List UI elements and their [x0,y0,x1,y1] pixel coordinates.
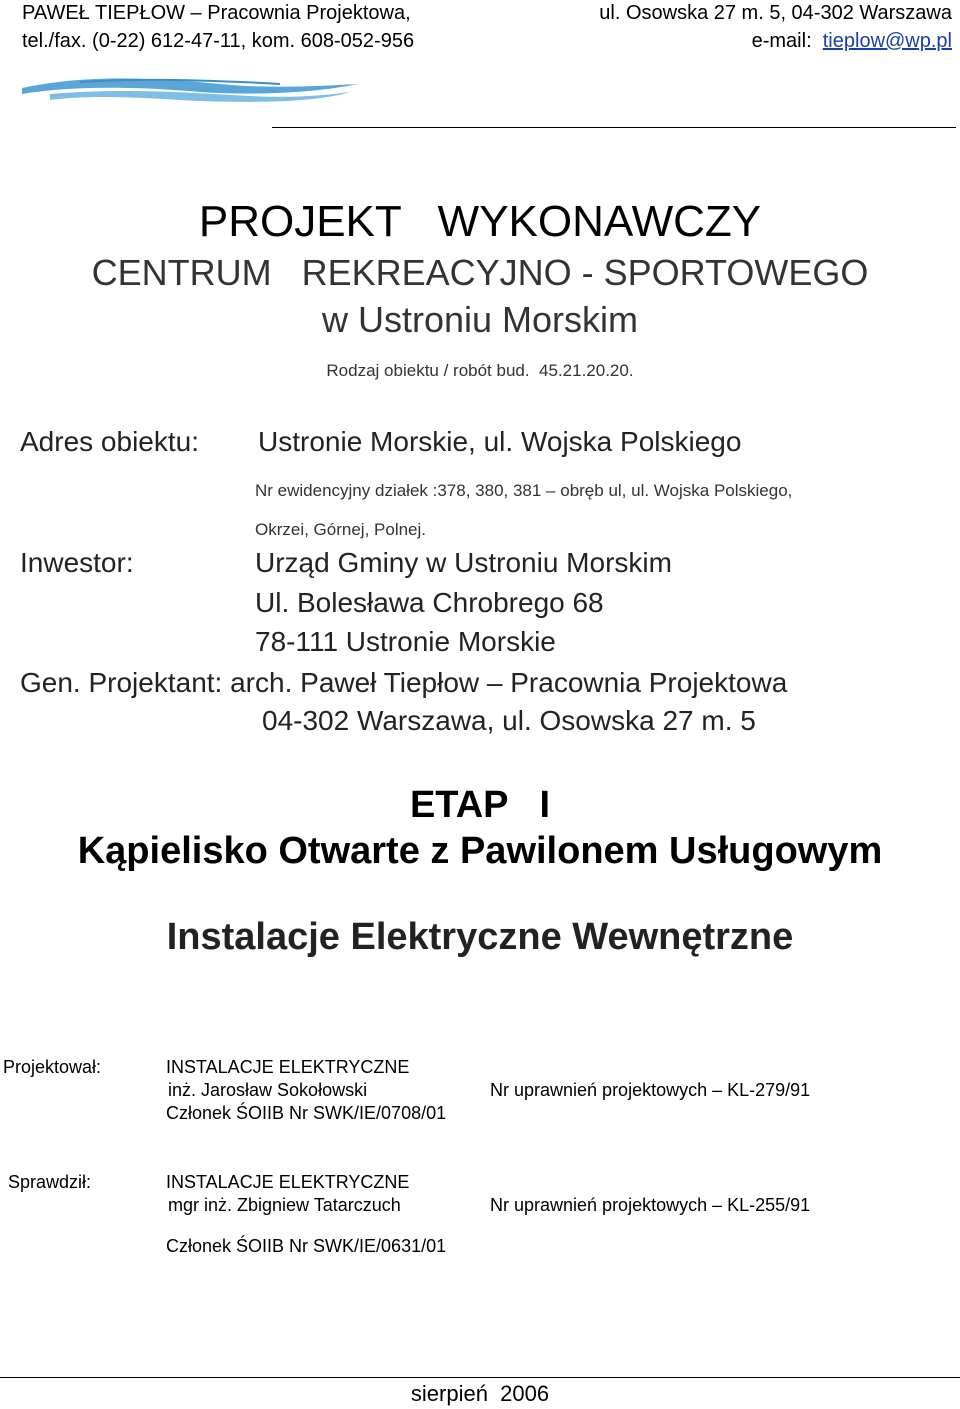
header-name-line: PAWEŁ TIEPŁOW – Pracownia Projektowa, [22,2,411,24]
checked-by-label: Sprawdził: [8,1172,92,1192]
title-line3: w Ustroniu Morskim [321,299,639,340]
footer-divider [0,1377,960,1378]
header-email [752,31,952,51]
header-divider [272,127,956,128]
header-address-line: ul. Osowska 27 m. 5, 04-302 Warszawa [599,2,952,24]
parcels-line1: Nr ewidencyjny działek :378, 380, 381 – obręb ul, ul. Wojska Polskiego, [255,481,793,500]
designed-by-person: inż. Jarosław Sokołowski [168,1080,368,1100]
object-type: Rodzaj obiektu / robót bud. 45.21.20.20. [326,361,634,380]
email-link[interactable]: tieplow@wp.pl [822,30,952,52]
address-label: Adres obiektu: [20,426,199,457]
investor-street: Ul. Bolesława Chrobrego 68 [255,587,604,618]
title-line1: PROJEKT WYKONAWCZY [198,197,762,246]
address-value: Ustronie Morskie, ul. Wojska Polskiego [258,426,742,457]
checked-by-license: Nr uprawnień projektowych – KL-255/91 [490,1195,811,1215]
stage-subtitle: Kąpielisko Otwarte z Pawilonem Usługowym [77,830,883,872]
designed-by-dept: INSTALACJE ELEKTRYCZNE [166,1057,410,1077]
title-line2: CENTRUM REKREACYJNO - SPORTOWEGO [91,252,869,293]
blue-wave-logo-icon [20,74,360,106]
checked-by-dept: INSTALACJE ELEKTRYCZNE [166,1172,410,1192]
header-phone-line: tel./fax. (0-22) 612-47-11, kom. 608-052-956 [22,30,415,52]
designed-by-label: Projektował: [3,1057,102,1077]
designed-by-member: Członek ŚOIIB Nr SWK/IE/0708/01 [166,1103,447,1123]
checked-by-person: mgr inż. Zbigniew Tatarczuch [168,1195,401,1215]
footer-date: sierpień 2006 [410,1381,550,1406]
discipline: Instalacje Elektryczne Wewnętrzne [166,916,794,958]
investor-label: Inwestor: [20,547,134,578]
designed-by-license: Nr uprawnień projektowych – KL-279/91 [490,1080,811,1100]
stage-title: ETAP I [409,784,551,826]
investor-name: Urząd Gminy w Ustroniu Morskim [255,547,672,578]
general-designer-line1: Gen. Projektant: arch. Paweł Tiepłow – Pracownia Projektowa [20,667,788,698]
parcels-line2: Okrzei, Górnej, Polnej. [255,520,427,539]
email-label: e-mail: [751,30,812,52]
investor-city: 78-111 Ustronie Morskie [255,626,556,657]
general-designer-line2: 04-302 Warszawa, ul. Osowska 27 m. 5 [262,705,756,736]
checked-by-member: Członek ŚOIIB Nr SWK/IE/0631/01 [166,1236,447,1256]
